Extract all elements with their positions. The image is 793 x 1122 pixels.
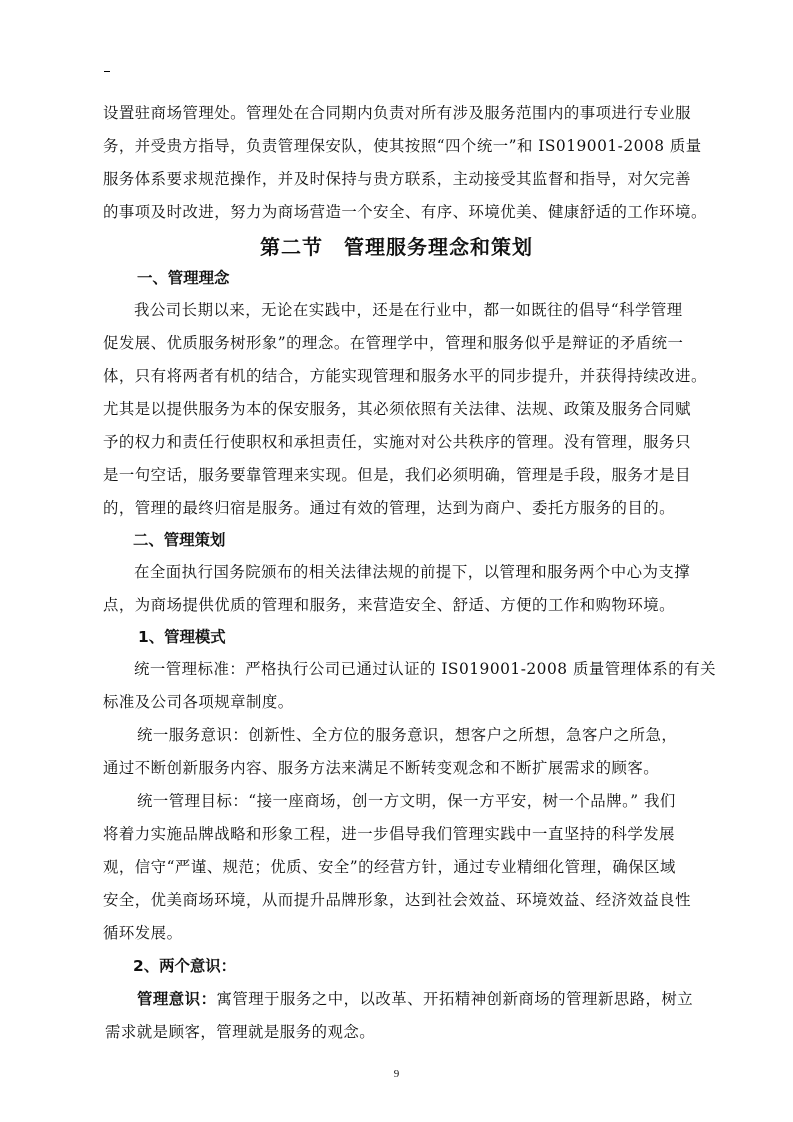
body-line: 尤其是以提供服务为本的保安服务，其必须依照有关法律、法规、政策及服务合同赋 [103,400,691,418]
body-line: 我公司长期以来，无论在实践中，还是在行业中，都一如既往的倡导“科学管理 [134,301,683,319]
body-line: 促发展、优质服务树形象”的理念。在管理学中，管理和服务似乎是辩证的矛盾统一 [103,334,684,352]
section-title: 第二节 管理服务理念和策划 [260,235,533,259]
awareness-heading: 2、两个意识： [133,957,237,975]
body-line: 是一句空话，服务要靠管理来实现。但是，我们必须明确，管理是手段，服务才是目 [103,466,691,484]
body-line: 统一服务意识：创新性、全方位的服务意识，想客户之所想，急客户之所急， [137,726,678,744]
body-line [137,989,727,1009]
mgmt-awareness-text: 寓管理于服务之中，以改革、开拓精神创新商场的管理新思路，树立 [216,990,694,1008]
mode-heading: 1、管理模式 [138,628,226,646]
body-line: 服务体系要求规范操作，并及时保持与贵方联系，主动接受其监督和指导，对欠完善 [103,170,691,188]
page-number: 9 [393,1068,400,1080]
header-mark [104,71,110,72]
body-line: 务，并受贵方指导，负责管理保安队，使其按照“四个统一”和 IS019001-2008 质量 [103,137,702,155]
part2-heading: 二、管理策划 [133,531,226,549]
body-line: 安全，优美商场环境，从而提升品牌形象，达到社会效益、环境效益、经济效益良性 [103,891,691,909]
body-line: 统一管理目标：“接一座商场，创一方文明，保一方平安，树一个品牌。” 我们 [137,792,676,810]
body-line: 体，只有将两者有机的结合，方能实现管理和服务水平的同步提升，并获得持续改进。 [103,367,707,385]
body-line: 统一管理标准：严格执行公司已通过认证的 IS019001-2008 质量管理体系的有关 [134,660,716,678]
mgmt-awareness-label: 管理意识： [137,990,217,1008]
body-line: 观，信守“严谨、规范；优质、安全”的经营方针，通过专业精细化管理，确保区域 [103,858,676,876]
body-line: 在全面执行国务院颁布的相关法律法规的前提下，以管理和服务两个中心为支撑 [134,563,691,581]
body-line: 点，为商场提供优质的管理和服务，来营造安全、舒适、方便的工作和购物环境。 [103,596,676,614]
body-line: 的，管理的最终归宿是服务。通过有效的管理，达到为商户、委托方服务的目的。 [103,499,676,517]
body-line: 标准及公司各项规章制度。 [103,693,294,711]
body-line: 循环发展。 [103,924,183,942]
body-line: 将着力实施品牌战略和形象工程，进一步倡导我们管理实践中一直坚持的科学发展 [103,825,676,843]
body-line: 予的权力和责任行使职权和承担责任，实施对对公共秩序的管理。没有管理，服务只 [103,433,691,451]
body-line: 的事项及时改进，努力为商场营造一个安全、有序、环境优美、健康舒适的工作环境。 [103,203,707,221]
body-line: 设置驻商场管理处。管理处在合同期内负责对所有涉及服务范围内的事项进行专业服 [103,104,691,122]
body-line: 需求就是顾客，管理就是服务的观念。 [105,1023,376,1041]
body-line: 通过不断创新服务内容、服务方法来满足不断转变观念和不断扩展需求的顾客。 [103,759,660,777]
part1-heading: 一、管理理念 [137,269,230,287]
